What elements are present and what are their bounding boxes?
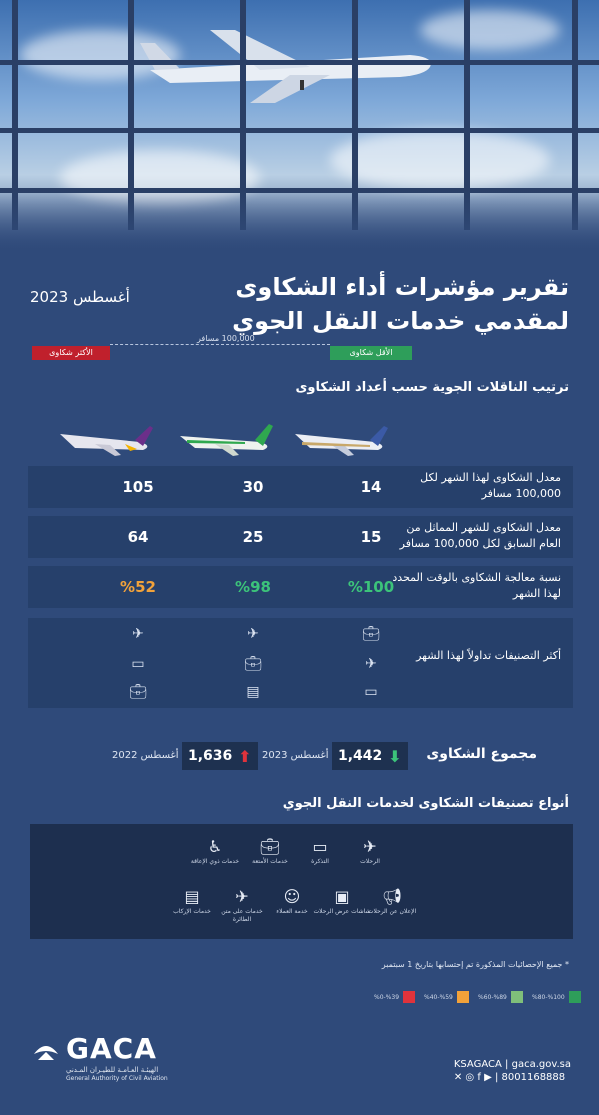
type-onboard: ✈ خدمات على متن الطائرة	[212, 886, 272, 924]
website-link[interactable]: gaca.gov.sa	[511, 1059, 571, 1070]
table-cell: %98	[235, 578, 271, 596]
page-title	[232, 270, 569, 338]
type-customer-service: ☺ خدمة العملاء	[262, 886, 322, 916]
table-cell: %52	[120, 578, 156, 596]
table-row	[28, 566, 573, 608]
scale-passengers-label: 100,000 مسافر	[197, 334, 255, 343]
table-cell: 15	[360, 528, 382, 546]
luggage-icon: 💼︎	[129, 684, 147, 700]
instagram-icon[interactable]: ◎	[465, 1072, 475, 1083]
gaca-logo	[30, 1032, 170, 1084]
totals-heading: مجموع الشكاوى	[426, 746, 537, 762]
table-row	[28, 516, 573, 558]
legend-swatch	[569, 991, 581, 1003]
table-cell: 14	[360, 478, 382, 496]
total-previous-value: 1,636	[188, 748, 233, 764]
legend-swatch	[511, 991, 523, 1003]
type-flights: ✈ الرحلات	[340, 836, 400, 866]
counter-icon: ▤	[246, 684, 260, 700]
row-label: نسبة معالجة الشكاوى بالوقت المحدد لهذا الشهر	[392, 571, 561, 600]
ranking-heading: ترتيب الناقلات الجوية حسب أعداد الشكاوى	[295, 380, 569, 395]
screen-icon: ▣	[334, 887, 350, 906]
type-boarding: ▤ خدمات الإركاب	[162, 886, 222, 916]
airplane-photo	[140, 25, 440, 105]
ticket-icon: ▭	[312, 837, 328, 856]
footnote: * جميع الإحصائيات المذكورة تم إحتسابها بتاريخ 1 سبتمبر	[381, 960, 569, 969]
social-handle[interactable]: KSAGACA	[453, 1059, 502, 1070]
wheelchair-icon: ♿	[207, 837, 223, 856]
plane-icon: ✈	[365, 656, 377, 672]
arrow-down-icon: ⬇	[388, 746, 402, 766]
total-previous-period: أغسطس 2022	[112, 750, 179, 761]
scale-dashed-line	[110, 344, 330, 345]
type-announcements: 📢︎ الإعلان عن الرحلات	[362, 886, 422, 916]
logo-english-name: General Authority of Civil Aviation	[66, 1075, 168, 1082]
legend-item: %40-%59	[424, 990, 469, 1004]
table-cell: 25	[242, 528, 264, 546]
total-current-period: أغسطس 2023	[262, 750, 329, 761]
plane-icon: ✈	[132, 626, 144, 642]
boarding-icon: ▤	[184, 887, 200, 906]
table-cell: 105	[122, 478, 154, 496]
facebook-icon[interactable]: f	[477, 1072, 481, 1083]
x-icon[interactable]: ✕	[453, 1072, 463, 1083]
gaca-emblem-icon	[30, 1034, 62, 1066]
report-month: أغسطس 2023	[30, 288, 130, 306]
megaphone-icon: 📢︎	[381, 887, 403, 906]
row-label: معدل الشكاوى لهذا الشهر لكل 100,000 مسافر	[420, 471, 561, 500]
luggage-icon: 💼︎	[244, 656, 262, 672]
legend-swatch	[403, 991, 415, 1003]
row-label: معدل الشكاوى للشهر المماثل من العام السابق لكل 100,000 مسافر	[399, 521, 561, 550]
type-ticket: ▭ التذكرة	[290, 836, 350, 866]
airline-plane-3	[55, 418, 155, 458]
legend-item: %0-%39	[374, 990, 415, 1004]
hero-image	[0, 0, 599, 250]
table-row	[28, 466, 573, 508]
luggage-icon: 💼︎	[259, 837, 281, 856]
luggage-icon: 💼︎	[362, 626, 380, 642]
complaint-types-panel	[30, 824, 573, 939]
least-complaints-tag: الأقل شكاوى	[330, 346, 412, 360]
plane-icon: ✈	[247, 626, 259, 642]
onboard-icon: ✈	[235, 887, 249, 906]
airline-plane-1	[290, 418, 390, 458]
legend-swatch	[457, 991, 469, 1003]
contact-block: KSAGACA | gaca.gov.sa ✕ ◎ f ▶ | 8001168888	[453, 1059, 571, 1083]
most-complaints-tag: الأكثر شكاوى	[32, 346, 110, 360]
customer-service-icon: ☺	[283, 887, 301, 906]
table-cell: 64	[127, 528, 149, 546]
type-disability: ♿ خدمات ذوي الإعاقة	[185, 836, 245, 866]
total-previous	[182, 742, 258, 770]
phone-number[interactable]: 8001168888	[501, 1072, 566, 1083]
row-label: أكثر التصنيفات تداولاً لهذا الشهر	[416, 649, 561, 662]
title-line-1: تقرير مؤشرات أداء الشكاوى	[235, 273, 569, 301]
table-cell: %100	[347, 578, 395, 596]
youtube-icon[interactable]: ▶	[484, 1072, 492, 1083]
logo-arabic-name: الهيئـة العـامـة للطيـران المـدني	[66, 1066, 159, 1074]
ticket-icon: ▭	[131, 656, 145, 672]
total-current-value: 1,442	[338, 748, 383, 764]
airline-plane-2	[175, 418, 275, 458]
ticket-icon: ▭	[364, 684, 378, 700]
legend-item: %60-%89	[478, 990, 523, 1004]
legend-item: %80-%100	[532, 990, 581, 1004]
types-heading: أنواع تصنيفات الشكاوى لخدمات النقل الجوي	[282, 796, 569, 811]
plane-icon: ✈	[363, 837, 377, 856]
title-line-2: لمقدمي خدمات النقل الجوي	[232, 307, 569, 335]
logo-text: GACA	[66, 1032, 157, 1065]
table-cell: 30	[242, 478, 264, 496]
type-screens: ▣ شاشات عرض الرحلات	[313, 887, 371, 915]
table-row	[28, 618, 573, 708]
arrow-up-icon: ⬆	[238, 746, 252, 766]
complaints-scale	[32, 336, 412, 356]
total-current	[332, 742, 408, 770]
type-baggage: 💼︎ خدمات الأمتعة	[240, 836, 300, 866]
